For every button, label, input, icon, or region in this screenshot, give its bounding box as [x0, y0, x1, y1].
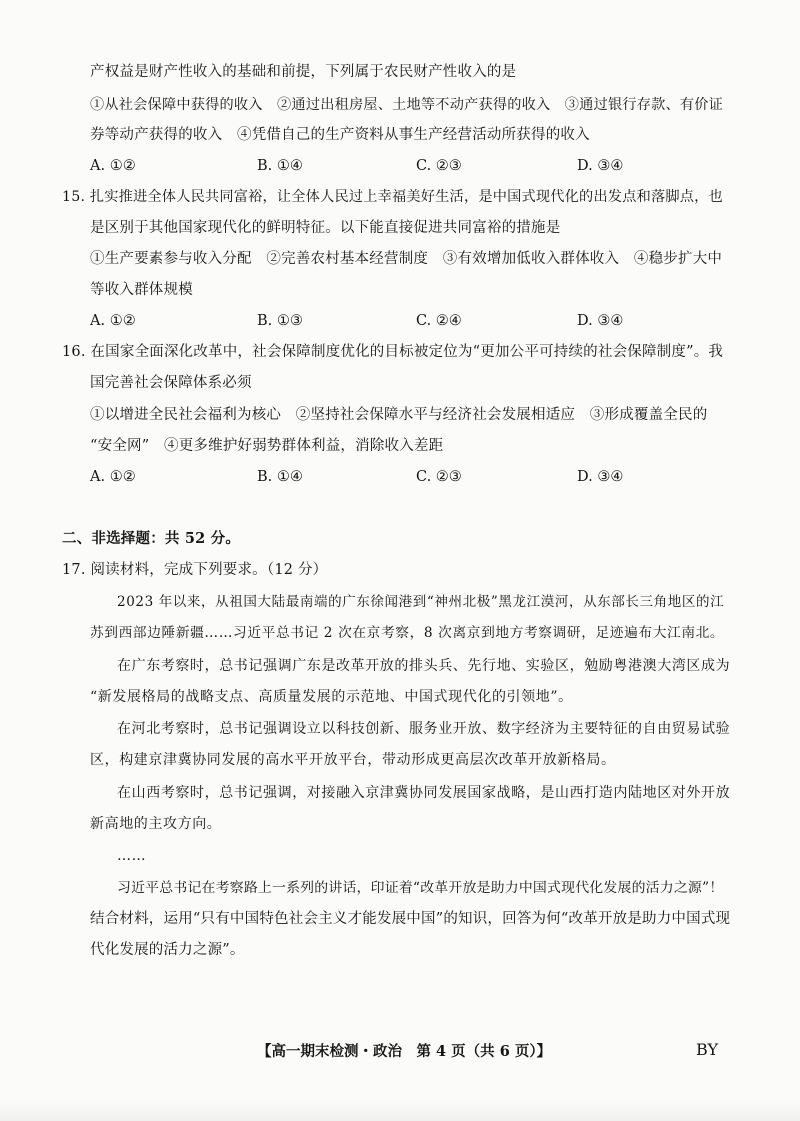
q16-option-b: B. ①④: [257, 469, 303, 485]
q17-material-p2-line1: 在广东考察时，总书记强调广东是改革开放的排头兵、先行地、实验区，勉励粤港澳大湾区成为: [117, 658, 731, 674]
section-2-title: 二、非选择题：共 52 分。: [62, 530, 241, 547]
q17-material-p4-line2: 新高地的主攻方向。: [90, 816, 222, 832]
q14-items-line2: 券等动产获得的收入 ④凭借自己的生产资料从事生产经营活动所获得的收入: [90, 127, 590, 143]
q15-option-b: B. ①③: [257, 313, 303, 329]
q15-option-c: C. ②④: [416, 313, 462, 329]
q15-stem-line1: 15. 扎实推进全体人民共同富裕，让全体人民过上幸福美好生活，是中国式现代化的出发点和落脚点，也: [62, 189, 723, 205]
q17-question-line2: 结合材料，运用“只有中国特色社会主义才能发展中国”的知识，回答为何“改革开放是助力中国式现: [90, 911, 731, 927]
q17-question-line1: 习近平总书记在考察路上一系列的讲话，印证着“改革开放是助力中国式现代化发展的活力之源”！: [117, 880, 724, 896]
q17-material-ellipsis: ……: [117, 848, 147, 864]
q16-items-line1: ①以增进全民社会福利为核心 ②坚持社会保障水平与经济社会发展相适应 ③形成覆盖全民的: [90, 407, 708, 423]
q17-material-p1-line1: 2023 年以来，从祖国大陆最南端的广东徐闻港到“神州北极”黑龙江漠河，从东部长三角地区的江: [117, 594, 725, 610]
q16-option-c: C. ②③: [416, 469, 462, 485]
q14-items-line1: ①从社会保障中获得的收入 ②通过出租房屋、土地等不动产获得的收入 ③通过银行存款、有价证: [90, 97, 724, 113]
q15-stem-line2: 是区别于其他国家现代化的鲜明特征。以下能直接促进共同富裕的措施是: [90, 220, 561, 236]
q15-items-line2: 等收入群体规模: [90, 282, 193, 298]
q14-option-d: D. ③④: [577, 158, 624, 174]
q16-stem-line2: 国完善社会保障体系必须: [90, 375, 252, 391]
footer-code: BY: [696, 1040, 719, 1059]
scan-bottom-shade: [0, 1101, 800, 1121]
q14-option-c: C. ②③: [416, 158, 462, 174]
q16-stem-line1: 16. 在国家全面深化改革中，社会保障制度优化的目标被定位为“更加公平可持续的社会保障制度”。我: [62, 344, 724, 360]
q17-material-p4-line1: 在山西考察时，总书记强调，对接融入京津冀协同发展国家战略，是山西打造内陆地区对外开放: [117, 785, 731, 801]
q15-option-d: D. ③④: [577, 313, 624, 329]
q17-material-p3-line1: 在河北考察时，总书记强调设立以科技创新、服务业开放、数字经济为主要特征的自由贸易试验: [117, 721, 731, 737]
q14-option-a: A. ①②: [90, 158, 136, 174]
q17-question-line3: 代化发展的活力之源”。: [90, 942, 245, 958]
footer-page-info: 【高一期末检测・政治 第 4 页（共 6 页）】: [257, 1043, 552, 1060]
q17-stem: 17. 阅读材料，完成下列要求。（12 分）: [62, 562, 328, 578]
q16-option-d: D. ③④: [577, 469, 624, 485]
q17-material-p1-line2: 苏到西部边陲新疆……习近平总书记 2 次在京考察，8 次离京到地方考察调研，足迹遍布大江南北。: [90, 625, 725, 641]
q14-option-b: B. ①④: [257, 158, 303, 174]
q17-material-p3-line2: 区，构建京津冀协同发展的高水平开放平台，带动形成更高层次改革开放新格局。: [90, 752, 616, 768]
q15-option-a: A. ①②: [90, 313, 136, 329]
q15-items-line1: ①生产要素参与收入分配 ②完善农村基本经营制度 ③有效增加低收入群体收入 ④稳步扩大中: [90, 251, 723, 267]
q17-material-p2-line2: “新发展格局的战略支点、高质量发展的示范地、中国式现代化的引领地”。: [90, 689, 573, 705]
q16-option-a: A. ①②: [90, 469, 136, 485]
q14-stem: 产权益是财产性收入的基础和前提，下列属于农民财产性收入的是: [90, 64, 517, 80]
q16-items-line2: “安全网” ④更多维护好弱势群体利益，消除收入差距: [90, 438, 444, 454]
